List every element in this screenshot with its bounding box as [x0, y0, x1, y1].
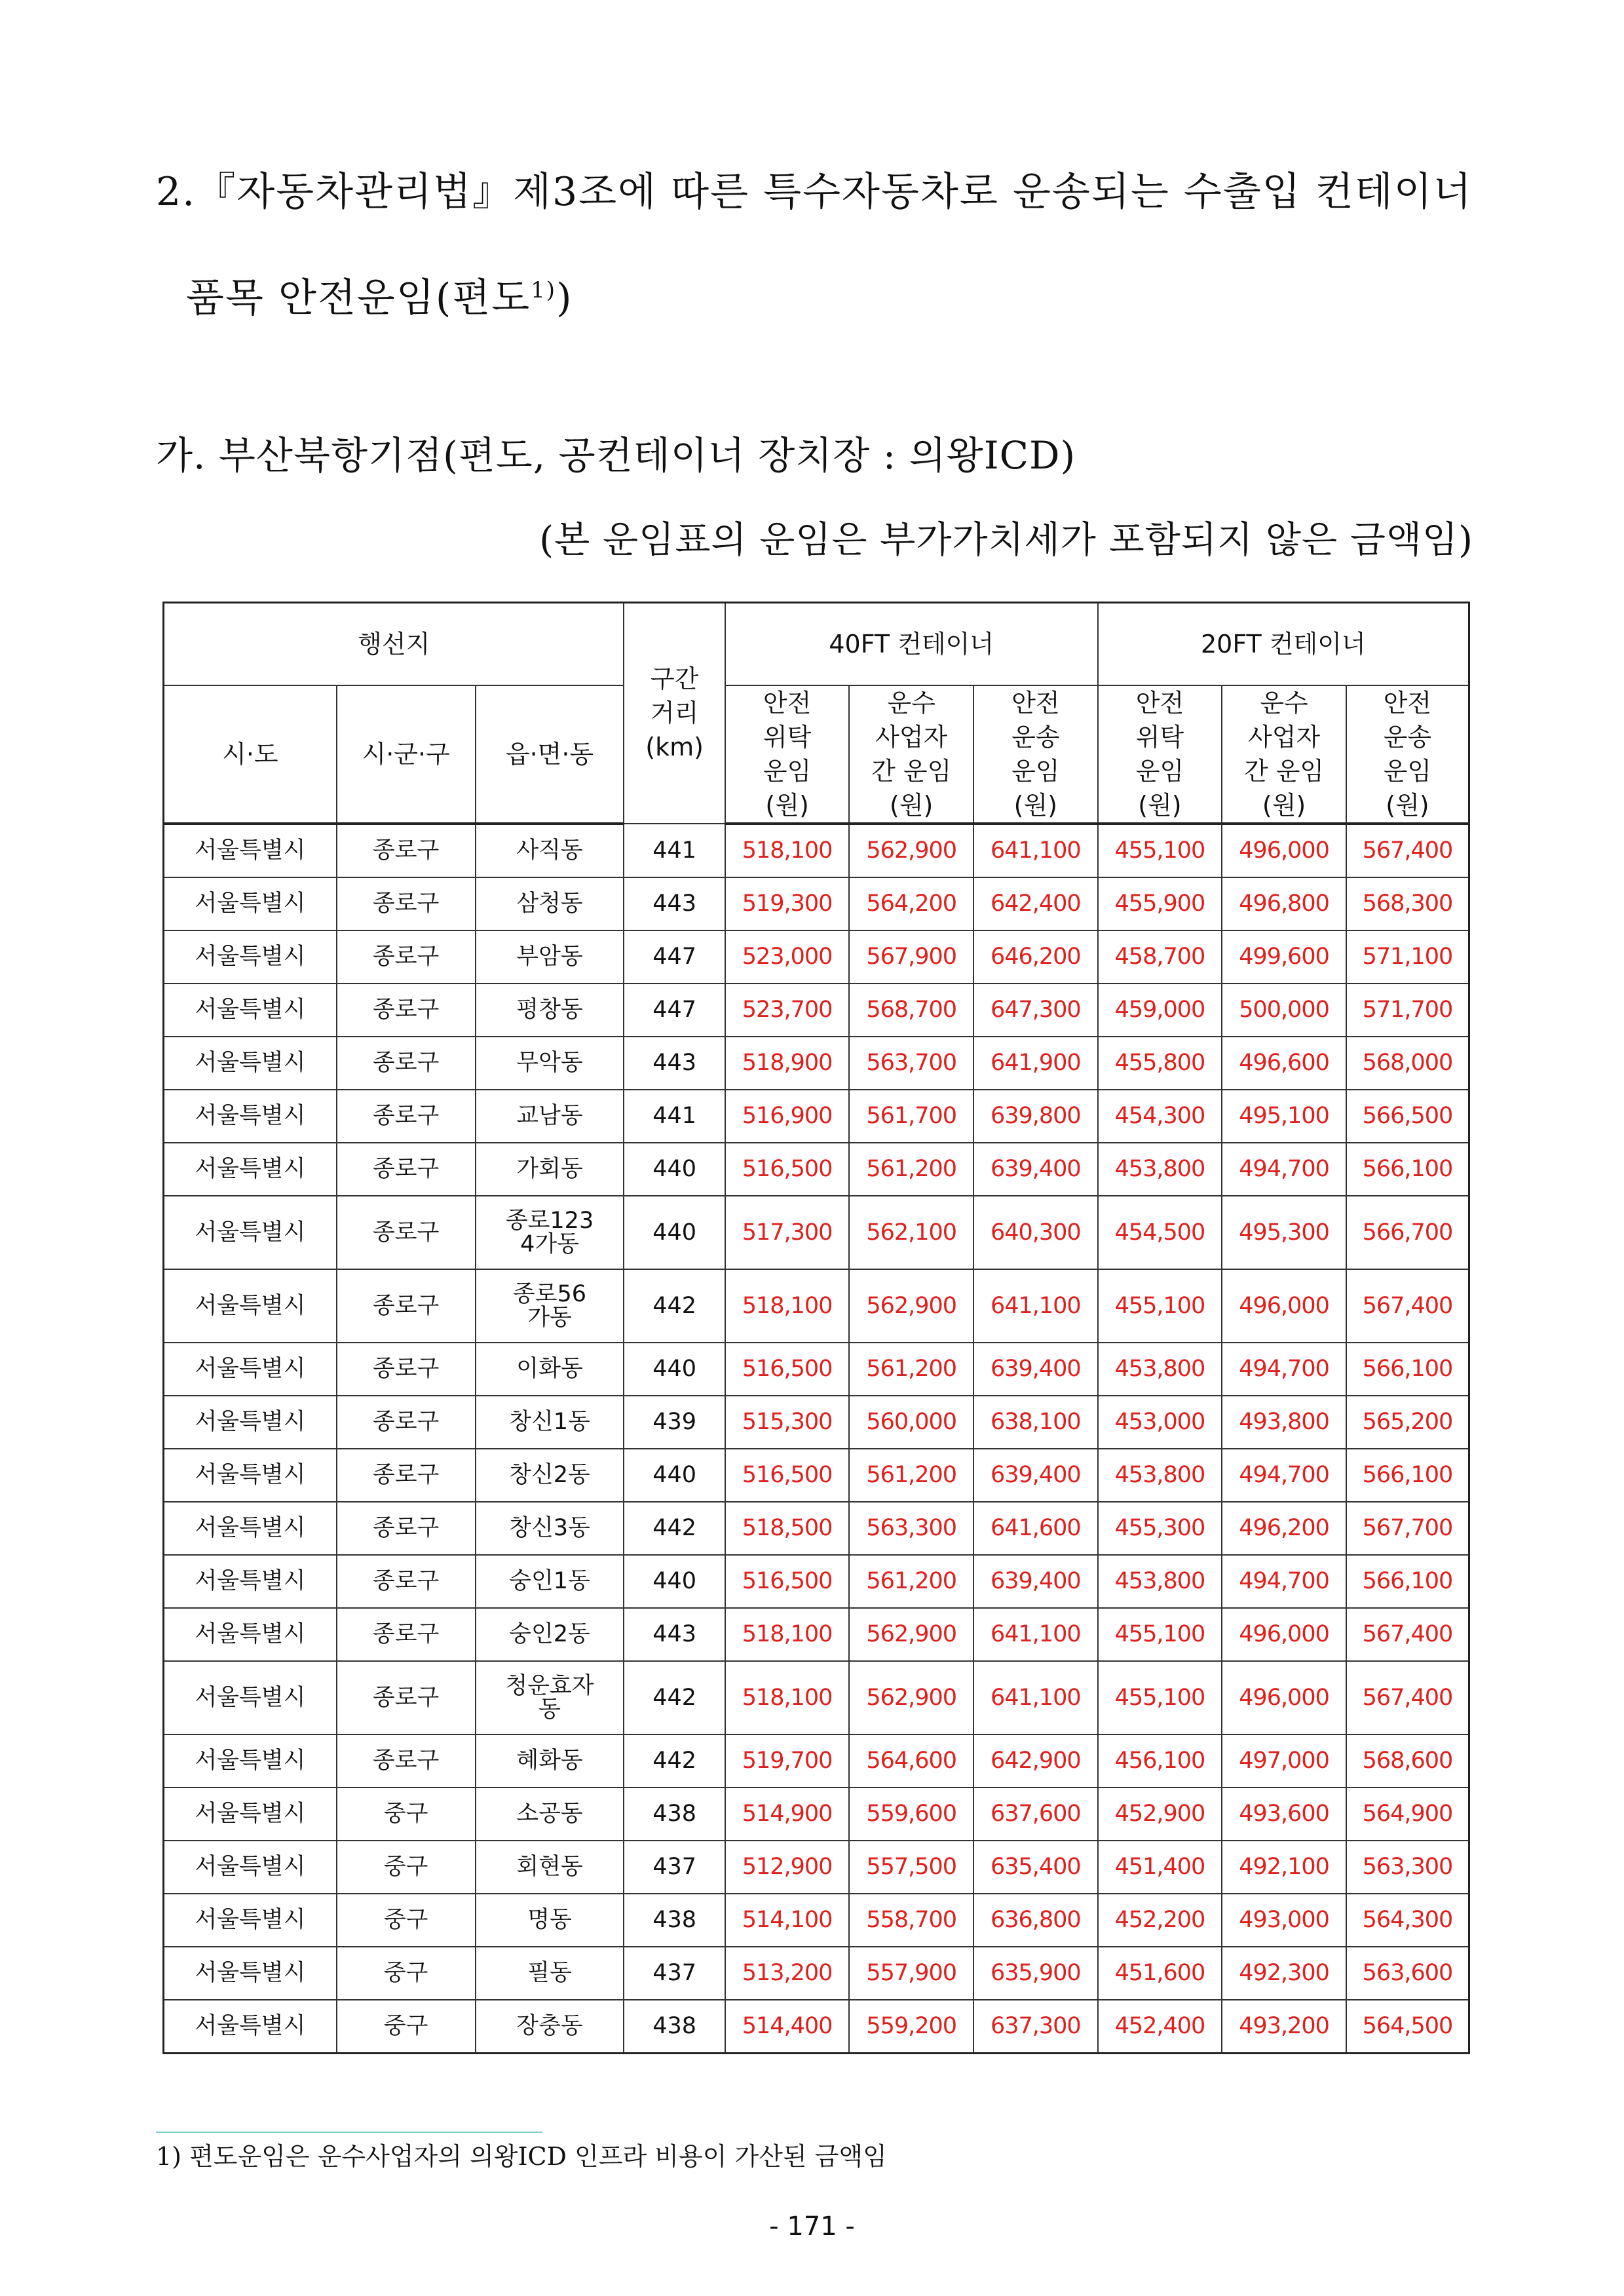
table-row	[164, 1143, 1469, 1196]
carrier-fare-20-cell: 497,000	[1222, 1734, 1346, 1788]
heading-line-2: 품목 안전운임(편도$^{1)}$)	[186, 275, 573, 321]
safe-transport-40-cell: 639,800	[973, 1090, 1098, 1143]
carrier-fare-40-cell: 561,200	[849, 1555, 973, 1608]
safe-transport-40-cell: 639,400	[973, 1343, 1098, 1396]
safe-transport-40-cell: 642,400	[973, 877, 1098, 930]
table-row	[164, 824, 1469, 877]
sido-cell: 서울특별시	[164, 984, 337, 1037]
sigungu-cell: 종로구	[337, 930, 476, 984]
vat-note: (본 운임표의 운임은 부가가치세가 포함되지 않은 금액임)	[539, 519, 1473, 562]
table-row	[164, 1894, 1469, 1947]
safe-commission-20-cell: 453,800	[1098, 1143, 1222, 1196]
carrier-fare-40-cell: 562,900	[849, 1608, 973, 1661]
sigungu-cell: 종로구	[337, 1608, 476, 1661]
sigungu-cell: 종로구	[337, 877, 476, 930]
safe-commission-20-cell: 455,100	[1098, 1269, 1222, 1343]
safe-commission-40-cell: 523,700	[725, 984, 850, 1037]
distance-cell: 438	[624, 1788, 725, 1841]
dong-cell: 사직동	[476, 824, 624, 877]
distance-cell: 440	[624, 1343, 725, 1396]
dong-cell: 회현동	[476, 1841, 624, 1894]
safe-transport-20-cell: 567,400	[1346, 1661, 1469, 1734]
carrier-fare-40-cell: 564,200	[849, 877, 973, 930]
dong-cell: 창신2동	[476, 1449, 624, 1502]
sigungu-cell: 종로구	[337, 1502, 476, 1555]
sido-cell: 서울특별시	[164, 1396, 337, 1449]
distance-cell: 442	[624, 1734, 725, 1788]
carrier-fare-20-cell: 496,000	[1222, 1661, 1346, 1734]
safe-transport-40-cell: 639,400	[973, 1449, 1098, 1502]
safe-transport-20-cell: 566,100	[1346, 1555, 1469, 1608]
sigungu-cell: 종로구	[337, 1343, 476, 1396]
sido-cell: 서울특별시	[164, 1090, 337, 1143]
carrier-fare-20-cell: 496,800	[1222, 877, 1346, 930]
safe-commission-20-cell: 452,400	[1098, 2000, 1222, 2054]
carrier-fare-40-cell: 568,700	[849, 984, 973, 1037]
sigungu-cell: 종로구	[337, 1269, 476, 1343]
carrier-fare-20-cell: 494,700	[1222, 1143, 1346, 1196]
safe-commission-40-header: 안전 위탁 운임 (원)	[725, 685, 850, 824]
carrier-fare-40-cell: 561,200	[849, 1343, 973, 1396]
table-row	[164, 1090, 1469, 1143]
carrier-fare-20-cell: 496,000	[1222, 1608, 1346, 1661]
dong-cell: 부암동	[476, 930, 624, 984]
table-row	[164, 1734, 1469, 1788]
safe-commission-20-cell: 453,000	[1098, 1396, 1222, 1449]
dong-cell: 장충동	[476, 2000, 624, 2054]
sido-header: 시·도	[164, 685, 337, 824]
fare-table	[162, 602, 1470, 2054]
carrier-fare-20-cell: 494,700	[1222, 1343, 1346, 1396]
dong-cell: 종로56가동	[476, 1269, 624, 1343]
sido-cell: 서울특별시	[164, 1555, 337, 1608]
distance-cell: 439	[624, 1396, 725, 1449]
carrier-fare-40-header: 운수 사업자 간 운임 (원)	[849, 685, 973, 824]
safe-transport-20-cell: 566,500	[1346, 1090, 1469, 1143]
safe-commission-40-cell: 518,100	[725, 824, 850, 877]
footnote: 1) 편도운임은 운수사업자의 의왕ICD 인프라 비용이 가산된 금액임	[156, 2142, 887, 2171]
carrier-fare-20-cell: 493,600	[1222, 1788, 1346, 1841]
safe-transport-20-cell: 563,300	[1346, 1841, 1469, 1894]
safe-transport-20-cell: 568,600	[1346, 1734, 1469, 1788]
safe-transport-40-cell: 642,900	[973, 1734, 1098, 1788]
carrier-fare-20-cell: 500,000	[1222, 984, 1346, 1037]
safe-commission-20-cell: 455,300	[1098, 1502, 1222, 1555]
distance-cell: 437	[624, 1947, 725, 2000]
page-number: - 171 -	[769, 2211, 855, 2242]
carrier-fare-40-cell: 563,300	[849, 1502, 973, 1555]
safe-commission-20-cell: 452,900	[1098, 1788, 1222, 1841]
carrier-fare-20-cell: 494,700	[1222, 1449, 1346, 1502]
carrier-fare-40-cell: 562,900	[849, 824, 973, 877]
safe-commission-20-header: 안전 위탁 운임 (원)	[1098, 685, 1222, 824]
dong-cell: 삼청동	[476, 877, 624, 930]
safe-commission-20-cell: 454,300	[1098, 1090, 1222, 1143]
safe-transport-20-cell: 571,100	[1346, 930, 1469, 984]
safe-transport-20-cell: 567,700	[1346, 1502, 1469, 1555]
safe-commission-40-cell: 519,300	[725, 877, 850, 930]
carrier-fare-20-cell: 496,000	[1222, 824, 1346, 877]
safe-commission-20-cell: 456,100	[1098, 1734, 1222, 1788]
distance-cell: 442	[624, 1661, 725, 1734]
safe-commission-40-cell: 516,500	[725, 1555, 850, 1608]
sigungu-cell: 종로구	[337, 824, 476, 877]
sigungu-cell: 종로구	[337, 1555, 476, 1608]
distance-cell: 440	[624, 1555, 725, 1608]
safe-commission-40-cell: 523,000	[725, 930, 850, 984]
safe-transport-20-cell: 566,100	[1346, 1449, 1469, 1502]
safe-commission-40-cell: 518,100	[725, 1269, 850, 1343]
sigungu-cell: 종로구	[337, 1734, 476, 1788]
carrier-fare-40-cell: 559,200	[849, 2000, 973, 2054]
safe-transport-40-cell: 641,100	[973, 1661, 1098, 1734]
sido-cell: 서울특별시	[164, 1734, 337, 1788]
safe-transport-40-cell: 640,300	[973, 1196, 1098, 1269]
distance-cell: 447	[624, 984, 725, 1037]
dong-cell: 종로1234가동	[476, 1196, 624, 1269]
sigungu-cell: 종로구	[337, 1449, 476, 1502]
document-heading	[156, 143, 1486, 347]
carrier-fare-40-cell: 557,500	[849, 1841, 973, 1894]
carrier-fare-40-cell: 562,100	[849, 1196, 973, 1269]
sido-cell: 서울특별시	[164, 1502, 337, 1555]
table-row	[164, 1037, 1469, 1090]
safe-transport-40-cell: 637,300	[973, 2000, 1098, 2054]
sido-cell: 서울특별시	[164, 1269, 337, 1343]
safe-commission-40-cell: 514,900	[725, 1788, 850, 1841]
sido-cell: 서울특별시	[164, 1449, 337, 1502]
carrier-fare-20-cell: 495,100	[1222, 1090, 1346, 1143]
table-row	[164, 1502, 1469, 1555]
safe-commission-20-cell: 455,100	[1098, 1608, 1222, 1661]
safe-commission-40-cell: 518,900	[725, 1037, 850, 1090]
table-row	[164, 984, 1469, 1037]
safe-transport-40-cell: 641,100	[973, 1608, 1098, 1661]
distance-cell: 441	[624, 824, 725, 877]
safe-commission-20-cell: 451,600	[1098, 1947, 1222, 2000]
ft20-header: 20FT 컨테이너	[1098, 603, 1469, 685]
safe-transport-20-cell: 564,900	[1346, 1788, 1469, 1841]
safe-transport-20-cell: 567,400	[1346, 1608, 1469, 1661]
table-row	[164, 877, 1469, 930]
sido-cell: 서울특별시	[164, 877, 337, 930]
dong-cell: 숭인2동	[476, 1608, 624, 1661]
safe-commission-40-cell: 517,300	[725, 1196, 850, 1269]
distance-cell: 443	[624, 1608, 725, 1661]
safe-commission-20-cell: 458,700	[1098, 930, 1222, 984]
safe-transport-20-cell: 565,200	[1346, 1396, 1469, 1449]
table-row	[164, 1841, 1469, 1894]
distance-cell: 441	[624, 1090, 725, 1143]
safe-commission-40-cell: 515,300	[725, 1396, 850, 1449]
carrier-fare-40-cell: 563,700	[849, 1037, 973, 1090]
sigungu-cell: 종로구	[337, 1196, 476, 1269]
sigungu-cell: 중구	[337, 1894, 476, 1947]
safe-commission-40-cell: 518,100	[725, 1608, 850, 1661]
carrier-fare-40-cell: 562,900	[849, 1661, 973, 1734]
safe-transport-40-header: 안전 운송 운임 (원)	[973, 685, 1098, 824]
carrier-fare-20-cell: 496,600	[1222, 1037, 1346, 1090]
sido-cell: 서울특별시	[164, 1894, 337, 1947]
safe-commission-40-cell: 519,700	[725, 1734, 850, 1788]
safe-commission-20-cell: 453,800	[1098, 1449, 1222, 1502]
safe-commission-40-cell: 516,900	[725, 1090, 850, 1143]
destination-header: 행선지	[164, 603, 624, 685]
carrier-fare-40-cell: 561,200	[849, 1143, 973, 1196]
footnote-ref: 1)	[531, 277, 557, 303]
table-row	[164, 1661, 1469, 1734]
safe-transport-40-cell: 636,800	[973, 1894, 1098, 1947]
table-row	[164, 1947, 1469, 2000]
dong-cell: 소공동	[476, 1788, 624, 1841]
safe-transport-40-cell: 635,400	[973, 1841, 1098, 1894]
dong-cell: 이화동	[476, 1343, 624, 1396]
safe-commission-20-cell: 455,900	[1098, 877, 1222, 930]
carrier-fare-20-cell: 499,600	[1222, 930, 1346, 984]
dong-cell: 교남동	[476, 1090, 624, 1143]
carrier-fare-20-cell: 495,300	[1222, 1196, 1346, 1269]
carrier-fare-20-cell: 493,200	[1222, 2000, 1346, 2054]
safe-transport-40-cell: 637,600	[973, 1788, 1098, 1841]
safe-transport-40-cell: 641,100	[973, 1269, 1098, 1343]
dong-cell: 혜화동	[476, 1734, 624, 1788]
safe-commission-40-cell: 513,200	[725, 1947, 850, 2000]
carrier-fare-20-cell: 494,700	[1222, 1555, 1346, 1608]
carrier-fare-40-cell: 561,700	[849, 1090, 973, 1143]
carrier-fare-20-cell: 496,200	[1222, 1502, 1346, 1555]
safe-transport-40-cell: 641,600	[973, 1502, 1098, 1555]
safe-commission-40-cell: 516,500	[725, 1143, 850, 1196]
sido-cell: 서울특별시	[164, 824, 337, 877]
safe-transport-20-cell: 567,400	[1346, 824, 1469, 877]
sido-cell: 서울특별시	[164, 1143, 337, 1196]
sigungu-cell: 중구	[337, 1947, 476, 2000]
safe-transport-20-cell: 566,700	[1346, 1196, 1469, 1269]
safe-transport-40-cell: 638,100	[973, 1396, 1098, 1449]
safe-commission-40-cell: 512,900	[725, 1841, 850, 1894]
footnote-divider	[156, 2132, 542, 2133]
safe-commission-20-cell: 453,800	[1098, 1555, 1222, 1608]
table-row	[164, 1555, 1469, 1608]
distance-cell: 440	[624, 1143, 725, 1196]
safe-transport-20-cell: 563,600	[1346, 1947, 1469, 2000]
distance-cell: 442	[624, 1269, 725, 1343]
safe-commission-20-cell: 454,500	[1098, 1196, 1222, 1269]
sido-cell: 서울특별시	[164, 1196, 337, 1269]
sigungu-cell: 종로구	[337, 1090, 476, 1143]
carrier-fare-40-cell: 559,600	[849, 1788, 973, 1841]
table-row	[164, 1396, 1469, 1449]
safe-transport-40-cell: 639,400	[973, 1555, 1098, 1608]
distance-cell: 440	[624, 1196, 725, 1269]
safe-transport-20-cell: 566,100	[1346, 1143, 1469, 1196]
safe-commission-20-cell: 452,200	[1098, 1894, 1222, 1947]
sido-cell: 서울특별시	[164, 930, 337, 984]
fare-table-body	[164, 824, 1469, 2054]
safe-transport-20-cell: 568,000	[1346, 1037, 1469, 1090]
safe-transport-20-header: 안전 운송 운임 (원)	[1346, 685, 1469, 824]
safe-transport-20-cell: 564,500	[1346, 2000, 1469, 2054]
distance-cell: 443	[624, 877, 725, 930]
sigungu-cell: 중구	[337, 2000, 476, 2054]
sido-cell: 서울특별시	[164, 1343, 337, 1396]
safe-commission-20-cell: 455,100	[1098, 824, 1222, 877]
carrier-fare-40-cell: 561,200	[849, 1449, 973, 1502]
safe-commission-20-cell: 459,000	[1098, 984, 1222, 1037]
sido-cell: 서울특별시	[164, 1788, 337, 1841]
dong-cell: 명동	[476, 1894, 624, 1947]
carrier-fare-40-cell: 560,000	[849, 1396, 973, 1449]
sido-cell: 서울특별시	[164, 1037, 337, 1090]
dong-cell: 창신3동	[476, 1502, 624, 1555]
dong-cell: 청운효자동	[476, 1661, 624, 1734]
safe-transport-40-cell: 647,300	[973, 984, 1098, 1037]
dong-cell: 숭인1동	[476, 1555, 624, 1608]
carrier-fare-20-header: 운수 사업자 간 운임 (원)	[1222, 685, 1346, 824]
table-row	[164, 1343, 1469, 1396]
section-title: 가. 부산북항기점(편도, 공컨테이너 장치장 : 의왕ICD)	[156, 433, 1076, 478]
table-row	[164, 930, 1469, 984]
distance-cell: 442	[624, 1502, 725, 1555]
distance-cell: 438	[624, 1894, 725, 1947]
safe-commission-40-cell: 514,100	[725, 1894, 850, 1947]
table-row	[164, 1449, 1469, 1502]
carrier-fare-40-cell: 567,900	[849, 930, 973, 984]
safe-transport-40-cell: 639,400	[973, 1143, 1098, 1196]
distance-cell: 437	[624, 1841, 725, 1894]
dong-cell: 가회동	[476, 1143, 624, 1196]
distance-cell: 447	[624, 930, 725, 984]
safe-commission-20-cell: 451,400	[1098, 1841, 1222, 1894]
safe-transport-20-cell: 571,700	[1346, 984, 1469, 1037]
safe-transport-20-cell: 564,300	[1346, 1894, 1469, 1947]
table-row	[164, 1269, 1469, 1343]
dong-cell: 평창동	[476, 984, 624, 1037]
sigungu-cell: 중구	[337, 1788, 476, 1841]
sigungu-cell: 종로구	[337, 1143, 476, 1196]
safe-commission-40-cell: 516,500	[725, 1449, 850, 1502]
safe-commission-40-cell: 516,500	[725, 1343, 850, 1396]
heading-line-1: 2.『자동차관리법』제3조에 따른 특수자동차로 운송되는 수출입 컨테이너	[156, 169, 1473, 215]
sigungu-cell: 종로구	[337, 1396, 476, 1449]
table-row	[164, 2000, 1469, 2054]
sido-cell: 서울특별시	[164, 1841, 337, 1894]
distance-header: 구간 거리 (km)	[624, 603, 725, 824]
carrier-fare-20-cell: 492,100	[1222, 1841, 1346, 1894]
carrier-fare-40-cell: 557,900	[849, 1947, 973, 2000]
safe-transport-40-cell: 646,200	[973, 930, 1098, 984]
safe-commission-40-cell: 518,500	[725, 1502, 850, 1555]
dong-cell: 창신1동	[476, 1396, 624, 1449]
carrier-fare-40-cell: 564,600	[849, 1734, 973, 1788]
table-row	[164, 1196, 1469, 1269]
table-row	[164, 1788, 1469, 1841]
carrier-fare-20-cell: 493,000	[1222, 1894, 1346, 1947]
sigungu-cell: 종로구	[337, 1661, 476, 1734]
safe-transport-20-cell: 567,400	[1346, 1269, 1469, 1343]
sido-cell: 서울특별시	[164, 1608, 337, 1661]
eupmyeondong-header: 읍·면·동	[476, 685, 624, 824]
safe-commission-40-cell: 514,400	[725, 2000, 850, 2054]
sigungu-cell: 종로구	[337, 984, 476, 1037]
dong-cell: 필동	[476, 1947, 624, 2000]
safe-transport-40-cell: 641,100	[973, 824, 1098, 877]
sido-cell: 서울특별시	[164, 1947, 337, 2000]
dong-cell: 무악동	[476, 1037, 624, 1090]
distance-cell: 440	[624, 1449, 725, 1502]
safe-transport-20-cell: 566,100	[1346, 1343, 1469, 1396]
safe-transport-40-cell: 641,900	[973, 1037, 1098, 1090]
distance-cell: 443	[624, 1037, 725, 1090]
carrier-fare-20-cell: 493,800	[1222, 1396, 1346, 1449]
carrier-fare-40-cell: 558,700	[849, 1894, 973, 1947]
safe-commission-20-cell: 453,800	[1098, 1343, 1222, 1396]
safe-transport-40-cell: 635,900	[973, 1947, 1098, 2000]
safe-commission-40-cell: 518,100	[725, 1661, 850, 1734]
safe-commission-20-cell: 455,800	[1098, 1037, 1222, 1090]
safe-commission-20-cell: 455,100	[1098, 1661, 1222, 1734]
carrier-fare-40-cell: 562,900	[849, 1269, 973, 1343]
sigungu-header: 시·군·구	[337, 685, 476, 824]
carrier-fare-20-cell: 492,300	[1222, 1947, 1346, 2000]
safe-transport-20-cell: 568,300	[1346, 877, 1469, 930]
sido-cell: 서울특별시	[164, 1661, 337, 1734]
sigungu-cell: 종로구	[337, 1037, 476, 1090]
sido-cell: 서울특별시	[164, 2000, 337, 2054]
carrier-fare-20-cell: 496,000	[1222, 1269, 1346, 1343]
table-row	[164, 1608, 1469, 1661]
distance-cell: 438	[624, 2000, 725, 2054]
sigungu-cell: 중구	[337, 1841, 476, 1894]
ft40-header: 40FT 컨테이너	[725, 603, 1098, 685]
